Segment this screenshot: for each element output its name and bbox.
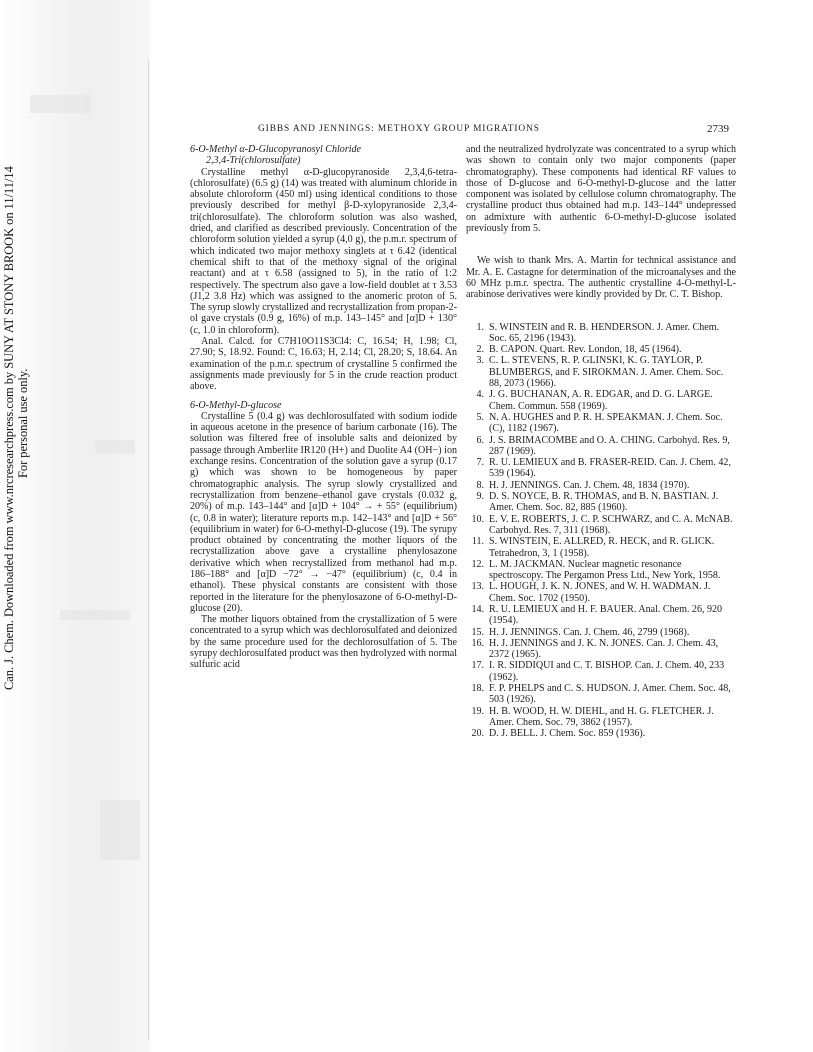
reference-item xyxy=(466,706,736,729)
reference-item xyxy=(466,581,736,604)
reference-item xyxy=(466,536,736,559)
reference-item xyxy=(466,457,736,480)
reference-item xyxy=(466,683,736,706)
reference-text: I. R. SIDDIQUI and C. T. BISHOP. Can. J. Chem. 40, 233 (1962). xyxy=(489,660,725,683)
right-column xyxy=(466,144,736,740)
reference-number: 6. xyxy=(476,434,484,446)
scan-noise xyxy=(30,95,90,113)
section-heading: 6-O-Methyl-D-glucose xyxy=(190,399,282,411)
watermark-line-1: Can. J. Chem. Downloaded from www.nrcresearchpress.com by SUNY AT STONY BROOK on 11/11/14 xyxy=(2,166,16,690)
reference-text: L. HOUGH, J. K. N. JONES, and W. H. WADMAN. J. Chem. Soc. 1702 (1950). xyxy=(489,581,711,604)
reference-item xyxy=(466,389,736,412)
reference-number: 7. xyxy=(476,457,484,469)
analysis-paragraph: Anal. Calcd. for C7H10O11S3Cl4: C, 16.54; H, 1.98; Cl, 27.90; S, 18.92. Found: C, 16.63; H, 2.14; Cl, 28.20; S, 18.64. An examination of the p.m.r. spectrum of crystalline 5 confirmed the assignments made previously for 5 in the crude reaction product above. xyxy=(190,336,457,393)
paragraph: The mother liquors obtained from the crystallization of 5 were concentrated to a syrup which was dechlorosulfated and deionized by the same procedure used for the dechlorosulfation of 5. The syrupy dechlorosulfated product was then hydrolyzed with normal sulfuric acid xyxy=(190,614,458,671)
running-title: GIBBS AND JENNINGS: METHOXY GROUP MIGRATIONS xyxy=(258,124,540,134)
reference-text: J. G. BUCHANAN, A. R. EDGAR, and D. G. LARGE. Chem. Commun. 558 (1969). xyxy=(489,389,713,412)
reference-item xyxy=(466,412,736,435)
reference-number: 5. xyxy=(476,411,484,423)
reference-list xyxy=(466,322,736,740)
reference-number: 18. xyxy=(471,683,484,695)
reference-number: 16. xyxy=(471,637,484,649)
reference-text: J. S. BRIMACOMBE and O. A. CHING. Carbohyd. Res. 9, 287 (1969). xyxy=(489,434,730,457)
paragraph: Crystalline 5 (0.4 g) was dechlorosulfated with sodium iodide in aqueous acetone in the presence of barium carbonate (16). The solution was filtered free of insoluble salts and deionized by passage through Amberlite IR120 (H+) and Duolite A4 (OH−) ion exchange resins. Concentration of the solution gave a syrup (0.17 g) which was shown to be homogeneous by paper chromatographic analysis. The syrup slowly crystallized and recrystallization from benzene–ethanol gave crystals (0.032 g, 20%) of m.p. 143–144° and [α]D + 104° → + 55° (equilibrium) (c, 0.8 in water); literature reports m.p. 142–143° and [α]D + 56° (equilibrium in water) for 6-O-methyl-D-glucose (19). The syrupy product obtained by concentrating the mother liquors of the recrystallization above gave a crystalline phenylosazone derivative which when recrystallized from methanol had m.p. 186–188° and [α]D −72° → −47° (equilibrium) (c, 0.4 in ethanol). These physical constants are consistent with those reported in the literature for the phenylosazone of 6-O-methyl-D-glucose (20). xyxy=(190,410,457,614)
reference-number: 20. xyxy=(471,728,484,740)
reference-number: 9. xyxy=(476,491,484,503)
reference-text: H. J. JENNINGS and J. K. N. JONES. Can. J. Chem. 43, 2372 (1965). xyxy=(489,637,719,661)
page-number: 2739 xyxy=(707,123,729,135)
reference-item xyxy=(466,728,736,739)
reference-item xyxy=(466,322,736,345)
reference-text: N. A. HUGHES and P. R. H. SPEAKMAN. J. Chem. Soc. (C), 1182 (1967). xyxy=(489,411,723,435)
reference-number: 10. xyxy=(471,513,484,525)
reference-text: H. J. JENNINGS. Can. J. Chem. 46, 2799 (1968). xyxy=(489,626,690,638)
reference-text: R. U. LEMIEUX and H. F. BAUER. Anal. Chem. 26, 920 (1954). xyxy=(489,603,723,627)
reference-number: 14. xyxy=(471,603,484,615)
reference-number: 1. xyxy=(476,321,484,333)
paragraph: Crystalline methyl α-D-glucopyranoside 2,3,4,6-tetra-(chlorosulfate) (6.5 g) (14) was treated with aluminum chloride in absolute chloroform (450 ml) using identical conditions to those previously described for methyl β-D-xylopyranoside 2,3,4-tri(chlorosulfate). The chloroform solution was also washed, dried, and clarified as described previously. Concentration of the chloroform solution yielded a syrup (4,0 g), the p.m.r. spectrum of which indicated two major methoxy singlets at τ 6.42 (identical chemical shift to that of the methoxy signal of the original reactant) and at τ 6.58 (assigned to 5), in the ratio of 1:2 respectively. The spectrum also gave a low-field doublet at τ 3.53 (J1,2 3.8 Hz) which was assigned to the anomeric proton of 5. The syrup slowly crystallized and recrystallization from propan-2-ol gave crystals (0.9 g, 16%) of m.p. 143–145° and [α]D + 130° (c, 1.0 in chloroform). xyxy=(190,166,457,336)
reference-text: L. M. JACKMAN. Nuclear magnetic resonance spectroscopy. The Pergamon Press Ltd., New York, 1958. xyxy=(489,558,721,582)
section-heading: 6-O-Methyl α-D-Glucopyranosyl Chloride xyxy=(190,144,362,155)
reference-item xyxy=(466,480,736,491)
reference-number: 17. xyxy=(471,660,484,672)
reference-item xyxy=(466,660,736,683)
reference-number: 3. xyxy=(476,355,484,367)
scan-margin-rule xyxy=(148,60,149,1040)
reference-item xyxy=(466,491,736,514)
reference-item xyxy=(466,604,736,627)
reference-item xyxy=(466,638,736,661)
reference-text: C. L. STEVENS, R. P. GLINSKI, K. G. TAYLOR, P. BLUMBERGS, and F. SIROKMAN. J. Amer. Chem. Soc. 88, 2073 (1966). xyxy=(489,355,724,390)
reference-item xyxy=(466,355,736,389)
reference-text: B. CAPON. Quart. Rev. London, 18, 45 (1964). xyxy=(489,344,682,356)
reference-number: 4. xyxy=(476,389,484,401)
reference-item xyxy=(466,514,736,537)
reference-number: 12. xyxy=(471,558,484,570)
reference-item xyxy=(466,344,736,355)
reference-number: 13. xyxy=(471,581,484,593)
reference-number: 19. xyxy=(471,705,484,717)
reference-item xyxy=(466,627,736,638)
reference-text: H. B. WOOD, H. W. DIEHL, and H. G. FLETCHER. J. Amer. Chem. Soc. 79, 3862 (1957). xyxy=(489,705,714,728)
reference-number: 2. xyxy=(476,344,484,356)
left-column xyxy=(190,144,457,671)
reference-text: E. V. E. ROBERTS, J. C. P. SCHWARZ, and C. A. McNAB. Carbohyd. Res. 7, 311 (1968). xyxy=(489,513,733,536)
scan-noise xyxy=(60,610,130,620)
reference-text: F. P. PHELPS and C. S. HUDSON. J. Amer. Chem. Soc. 48, 503 (1926). xyxy=(489,683,731,706)
scan-noise xyxy=(100,800,140,860)
reference-number: 8. xyxy=(476,479,484,491)
scan-noise xyxy=(95,440,135,454)
reference-item xyxy=(466,559,736,582)
acknowledgment: We wish to thank Mrs. A. Martin for technical assistance and Mr. A. E. Castagne for determination of the microanalyses and the 60 MHz p.m.r. spectra. The authentic crystalline 4-O-methyl-L-arabinose derivatives were kindly provided by Dr. C. T. Bishop. xyxy=(466,255,736,301)
reference-number: 11. xyxy=(471,536,484,548)
watermark-line-2: For personal use only. xyxy=(16,368,30,478)
reference-text: R. U. LEMIEUX and B. FRASER-REID. Can. J. Chem. 42, 539 (1964). xyxy=(489,457,731,480)
reference-text: D. S. NOYCE, B. R. THOMAS, and B. N. BASTIAN. J. Amer. Chem. Soc. 82, 885 (1960). xyxy=(489,491,719,514)
reference-text: S. WINSTEIN and R. B. HENDERSON. J. Amer. Chem. Soc. 65, 2196 (1943). xyxy=(489,321,720,344)
reference-number: 15. xyxy=(471,626,484,638)
reference-item xyxy=(466,435,736,458)
reference-text: H. J. JENNINGS. Can. J. Chem. 48, 1834 (1970). xyxy=(489,479,690,491)
section-heading-cont: 2,3,4-Tri(chlorosulfate) xyxy=(206,155,301,167)
reference-text: D. J. BELL. J. Chem. Soc. 859 (1936). xyxy=(489,728,646,740)
reference-text: S. WINSTEIN, E. ALLRED, R. HECK, and R. GLICK. Tetrahedron, 3, 1 (1958). xyxy=(489,536,715,559)
paragraph-continued: and the neutralized hydrolyzate was concentrated to a syrup which was shown to contain only two major components (paper chromatography). These components had identical RF values to those of D-glucose and 6-O-methyl-D-glucose and the latter component was isolated by cellulose column chromatography. The crystalline product thus obtained had m.p. 143–144° undepressed on admixture with authentic 6-O-methyl-D-glucose isolated previously from 5. xyxy=(466,144,736,235)
